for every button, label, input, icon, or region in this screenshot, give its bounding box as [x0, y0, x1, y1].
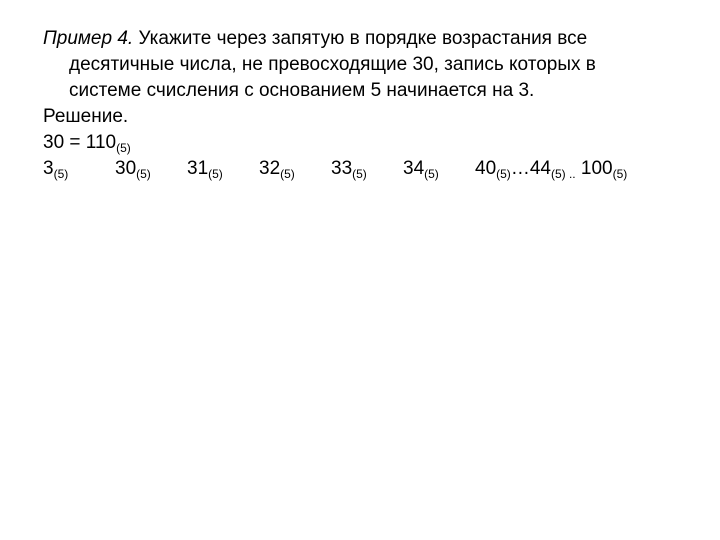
problem-statement-1: Укажите через запятую в порядке возрастания все — [133, 28, 588, 49]
sequence-subscript: (5) — [136, 167, 151, 181]
sequence-number: 34 — [403, 158, 425, 179]
problem-line-3: системе счисления с основанием 5 начинается на 3. — [69, 80, 535, 101]
sequence-subscript: (5) — [550, 167, 566, 181]
sequence-item — [403, 156, 439, 182]
sequence-number: 32 — [259, 158, 281, 179]
problem-text — [43, 26, 683, 156]
sequence-subscript: (5) — [424, 167, 439, 181]
ellipsis: … — [510, 158, 530, 179]
conversion-text: 30 = 110 — [43, 132, 117, 153]
sequence-number: 100 — [575, 158, 613, 179]
sequence-item — [187, 156, 223, 182]
number-sequence — [43, 156, 683, 186]
sequence-number: 40 — [475, 158, 497, 179]
sequence-number: 33 — [331, 158, 353, 179]
sequence-number: 44 — [529, 158, 551, 179]
sequence-item — [43, 156, 68, 182]
dots: .. — [565, 167, 576, 181]
sequence-item — [259, 156, 295, 182]
sequence-item — [331, 156, 367, 182]
solution-heading: Решение. — [43, 106, 129, 127]
sequence-subscript: (5) — [208, 167, 223, 181]
sequence-subscript: (5) — [53, 167, 69, 181]
sequence-subscript: (5) — [352, 167, 367, 181]
problem-line-2: десятичные числа, не превосходящие 30, запись которых в — [69, 54, 596, 75]
sequence-subscript: (5) — [496, 167, 511, 181]
conversion-line — [43, 130, 683, 156]
problem-line-1 — [43, 26, 683, 52]
sequence-number: 3 — [43, 158, 54, 179]
sequence-number: 30 — [115, 158, 137, 179]
example-label: Пример 4. — [43, 28, 134, 49]
sequence-subscript: (5) — [280, 167, 295, 181]
sequence-number: 31 — [187, 158, 209, 179]
sequence-item-range — [475, 156, 627, 187]
base-subscript: (5) — [116, 141, 131, 155]
sequence-subscript: (5) — [612, 167, 628, 181]
sequence-item — [115, 156, 151, 182]
